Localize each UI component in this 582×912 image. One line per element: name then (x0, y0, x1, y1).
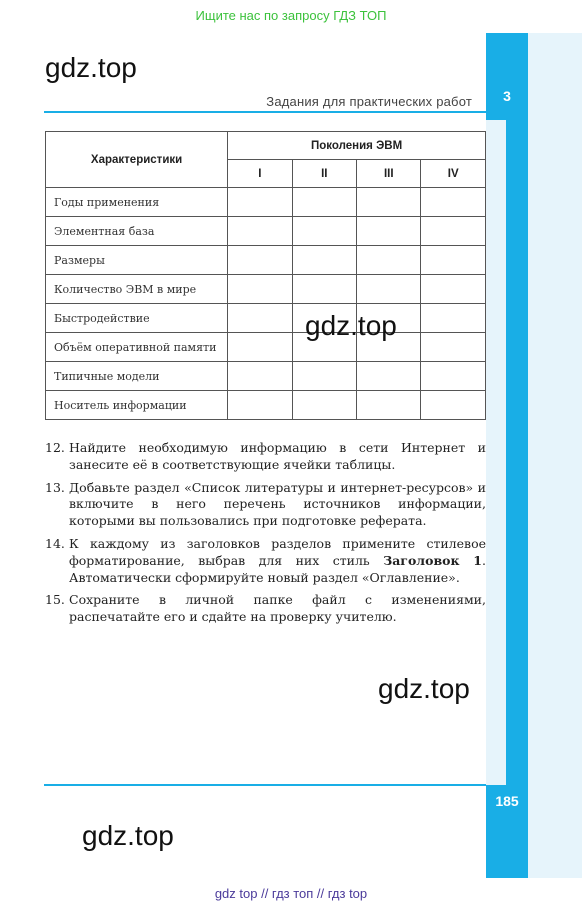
row-label: Элементная база (46, 217, 228, 246)
table-row (46, 246, 486, 275)
row-label: Количество ЭВМ в мире (46, 275, 228, 304)
page-margin-strip (528, 33, 582, 878)
table-cell (292, 391, 356, 420)
table-row (46, 333, 486, 362)
table-cell (228, 217, 292, 246)
task-text-part: . Автоматически сформируйте новый раздел «Оглавление». (69, 552, 486, 585)
table-cell (357, 217, 421, 246)
table-row (46, 362, 486, 391)
table-cell (228, 362, 292, 391)
table-row (46, 304, 486, 333)
watermark: gdz.top (82, 820, 174, 851)
table-cell (421, 275, 486, 304)
table-cell (292, 217, 356, 246)
row-label: Типичные модели (46, 362, 228, 391)
watermark: gdz.top (45, 52, 137, 83)
table-cell (292, 362, 356, 391)
row-label: Быстродействие (46, 304, 228, 333)
generation-col-header: I (228, 160, 292, 188)
task-text: Сохраните в личной папке файл с изменениями, распечатайте его и сдайте на проверку учителю. (69, 592, 486, 625)
row-label: Объём оперативной памяти (46, 333, 228, 362)
table-cell (421, 217, 486, 246)
table-cell (421, 333, 486, 362)
table-cell (292, 188, 356, 217)
style-name: Заголовок 1 (383, 552, 483, 568)
table-cell (421, 188, 486, 217)
search-banner[interactable]: Ищите нас по запросу ГДЗ ТОП (195, 8, 387, 23)
table-cell (228, 333, 292, 362)
task-item (45, 440, 486, 474)
task-number: 15. (45, 592, 65, 608)
task-number: 12. (45, 440, 65, 455)
table-cell (357, 391, 421, 420)
table-cell (228, 188, 292, 217)
characteristics-header: Характеристики (46, 132, 228, 188)
footer-rule (44, 784, 486, 786)
task-text: Добавьте раздел «Список литературы и интернет-ресурсов» и включите в него перечень источников информации, которыми вы пользовались при подготовке реферата. (69, 479, 486, 529)
table-row (46, 275, 486, 304)
page-margin-inner (486, 120, 506, 785)
row-label: Носитель информации (46, 391, 228, 420)
header-rule (44, 111, 486, 113)
chapter-number: 3 (503, 88, 511, 104)
section-title: Задания для практических работ (266, 94, 472, 109)
task-number: 13. (45, 479, 65, 495)
page-number: 185 (495, 793, 519, 809)
watermark: gdz.top (378, 673, 470, 704)
generations-header: Поколения ЭВМ (228, 132, 486, 160)
table-cell (228, 275, 292, 304)
table-cell (357, 246, 421, 275)
footer-links[interactable]: gdz top // гдз топ // гдз top (214, 886, 368, 901)
table-row (46, 217, 486, 246)
table-row (46, 391, 486, 420)
table-cell (228, 246, 292, 275)
table-cell (421, 304, 486, 333)
generation-col-header: III (357, 160, 421, 188)
watermark: gdz.top (305, 310, 397, 341)
table-cell (421, 391, 486, 420)
table-cell (357, 188, 421, 217)
task-item (45, 480, 486, 530)
table-cell (357, 362, 421, 391)
task-list (45, 440, 486, 632)
table-cell (228, 391, 292, 420)
table-cell (421, 362, 486, 391)
table-cell (357, 275, 421, 304)
row-label: Размеры (46, 246, 228, 275)
task-item (45, 592, 486, 626)
task-item (45, 536, 486, 586)
generation-col-header: II (292, 160, 356, 188)
table-cell (292, 275, 356, 304)
task-text: Найдите необходимую информацию в сети Интернет и занесите её в соответствующие ячейки таблицы. (69, 440, 486, 472)
table-cell (228, 304, 292, 333)
table-row (46, 188, 486, 217)
computer-generations-table (45, 131, 486, 420)
generation-col-header: IV (421, 160, 486, 188)
row-label: Годы применения (46, 188, 228, 217)
table-cell (292, 246, 356, 275)
table-cell (421, 246, 486, 275)
task-text (69, 536, 486, 586)
task-number: 14. (45, 535, 65, 551)
task-text-part: К каждому из заголовков разделов примените стилевое форматирование, выбрав для них стиль (69, 535, 486, 568)
